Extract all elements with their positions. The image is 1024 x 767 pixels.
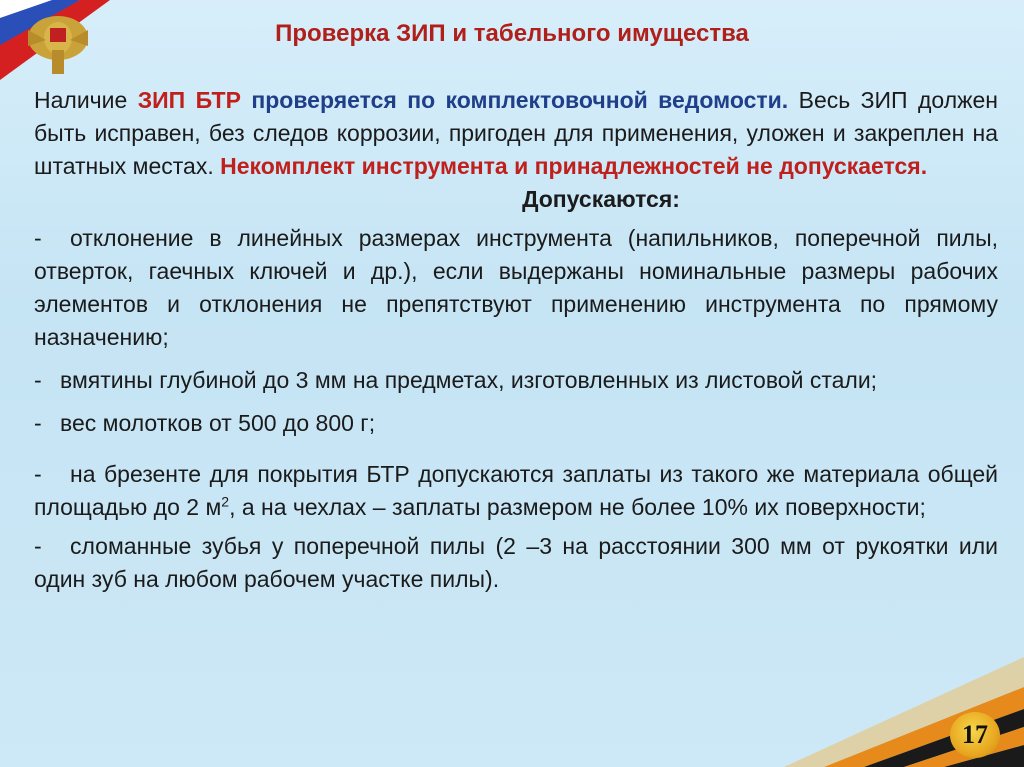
- list-item-text: сломанные зубья у поперечной пилы (2 –3 на расстоянии 300 мм от рукоятки или один зуб на любом рабочем участке пилы).: [34, 533, 998, 592]
- superscript: 2: [221, 493, 230, 510]
- intro-zip-highlight: ЗИП БТР: [137, 87, 241, 113]
- list-item: [34, 364, 998, 397]
- slide-title: Проверка ЗИП и табельного имущества: [275, 20, 749, 47]
- slide-body: [34, 84, 998, 596]
- subheading: Допускаются:: [522, 186, 680, 212]
- page-number-badge: 17: [950, 712, 1000, 758]
- list-dash: -: [34, 225, 42, 251]
- list-item: [34, 407, 998, 440]
- list-item-text: вес молотков от 500 до 800 г;: [60, 410, 376, 436]
- list-item: [34, 458, 998, 524]
- intro-check-highlight: проверяется по комплектовочной ведомости.: [240, 87, 789, 113]
- intro-paragraph: [34, 84, 998, 183]
- list-dash: -: [34, 461, 42, 487]
- list-dash: -: [34, 533, 42, 559]
- intro-requirements: Весь ЗИП должен быть исправен, без следов коррозии, пригоден для применения, уложен и закреплен на штатных местах.: [34, 87, 998, 179]
- list-item-text: на брезенте для покрытия БТР допускаются заплаты из такого же материала общей площадью до 2 м: [34, 461, 998, 520]
- list-dash: -: [34, 367, 42, 393]
- list-item-text: вмятины глубиной до 3 мм на предметах, изготовленных из листовой стали;: [60, 367, 878, 393]
- intro-warning-highlight: Некомплект инструмента и принадлежностей не допускается.: [220, 153, 928, 179]
- intro-text: Наличие: [34, 87, 138, 113]
- list-item: [34, 222, 998, 354]
- list-item-text: , а на чехлах – заплаты размером не более 10% их поверхности;: [229, 494, 926, 520]
- list-item-text: отклонение в линейных размерах инструмента (напильников, поперечной пилы, отверток, гаечных ключей и др.), если выдержаны номинальные размеры рабочих элементов и отклонения не препятствуют применению инструмента по прямому назначению;: [34, 225, 998, 350]
- list-dash: -: [34, 410, 42, 436]
- list-item: [34, 530, 998, 596]
